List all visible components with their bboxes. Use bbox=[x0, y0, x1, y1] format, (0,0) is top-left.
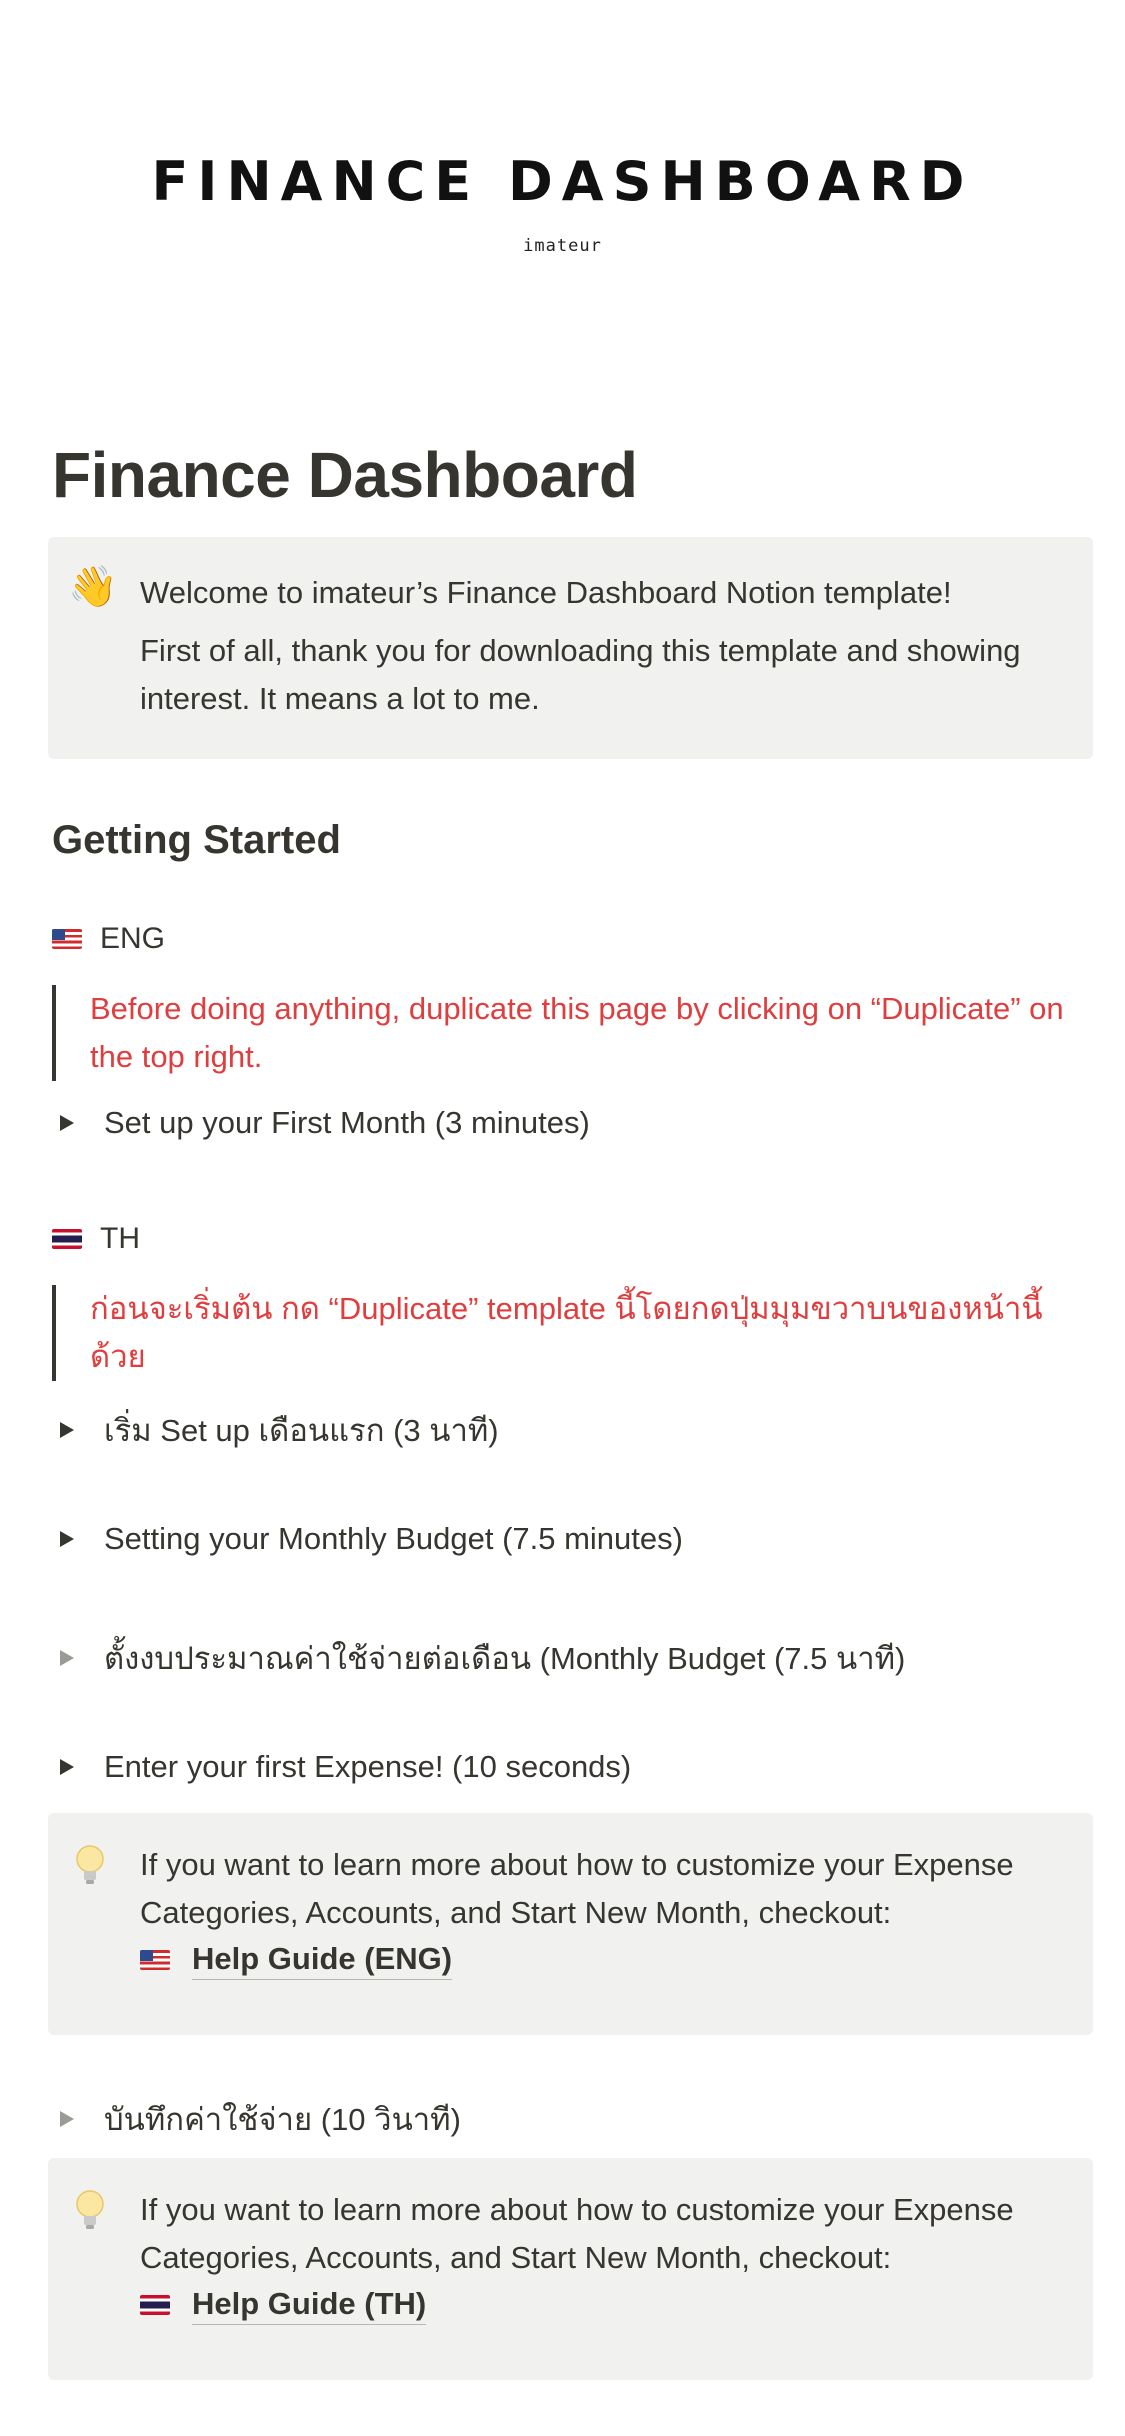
getting-started-heading: Getting Started bbox=[52, 818, 341, 862]
help-text: If you want to learn more about how to customize your Expense Categories, Accounts, and Start New Month, checkout: bbox=[140, 2192, 1014, 2275]
welcome-callout bbox=[48, 537, 1093, 759]
toggle-label[interactable]: บันทึกค่าใช้จ่าย (10 วินาที) bbox=[104, 2102, 461, 2137]
toggle-first-expense-eng[interactable] bbox=[60, 1749, 631, 1785]
toggle-triangle-icon[interactable] bbox=[60, 1531, 74, 1547]
eng-duplicate-warning: Before doing anything, duplicate this page by clicking on “Duplicate” on the top right. bbox=[52, 985, 1072, 1081]
eng-label: ENG bbox=[100, 922, 166, 955]
th-label-row bbox=[52, 1222, 140, 1256]
help-callout-eng bbox=[48, 1813, 1093, 2035]
toggle-label[interactable]: Set up your First Month (3 minutes) bbox=[104, 1105, 590, 1140]
toggle-first-expense-th[interactable] bbox=[60, 2094, 461, 2144]
lightbulb-icon bbox=[70, 2188, 110, 2234]
toggle-first-month-eng[interactable] bbox=[60, 1105, 590, 1141]
lightbulb-icon bbox=[70, 1843, 110, 1889]
toggle-monthly-budget-th[interactable] bbox=[60, 1633, 905, 1683]
toggle-label[interactable]: Setting your Monthly Budget (7.5 minutes) bbox=[104, 1521, 683, 1556]
th-duplicate-warning: ก่อนจะเริ่มต้น กด “Duplicate” template นี้โดยกดปุ่มมุมขวาบนของหน้านี้ด้วย bbox=[52, 1285, 1072, 1381]
toggle-monthly-budget-eng[interactable] bbox=[60, 1521, 683, 1557]
toggle-triangle-icon[interactable] bbox=[60, 1650, 74, 1666]
waving-hand-icon: 👋 bbox=[68, 565, 118, 609]
th-flag-icon bbox=[140, 2295, 170, 2315]
welcome-line-1: Welcome to imateur’s Finance Dashboard Notion template! bbox=[140, 575, 952, 610]
page-title: Finance Dashboard bbox=[52, 439, 638, 511]
th-label: TH bbox=[100, 1222, 140, 1255]
cover-title: FINANCE DASHBOARD bbox=[151, 150, 974, 213]
th-flag-icon bbox=[52, 1229, 82, 1249]
us-flag-icon bbox=[140, 1950, 170, 1970]
help-guide-th-link[interactable]: Help Guide (TH) bbox=[192, 2284, 426, 2325]
us-flag-icon bbox=[52, 929, 82, 949]
toggle-triangle-icon[interactable] bbox=[60, 1115, 74, 1131]
toggle-first-month-th[interactable] bbox=[60, 1405, 499, 1455]
toggle-label[interactable]: Enter your first Expense! (10 seconds) bbox=[104, 1749, 632, 1784]
eng-label-row bbox=[52, 922, 165, 956]
help-text: If you want to learn more about how to customize your Expense Categories, Accounts, and Start New Month, checkout: bbox=[140, 1847, 1014, 1930]
cover-subtitle: imateur bbox=[523, 236, 602, 256]
welcome-line-2: First of all, thank you for downloading this template and showing interest. It means a lot to me. bbox=[140, 633, 1021, 716]
help-callout-th bbox=[48, 2158, 1093, 2380]
toggle-triangle-icon[interactable] bbox=[60, 1422, 74, 1438]
toggle-triangle-icon[interactable] bbox=[60, 1759, 74, 1775]
toggle-triangle-icon[interactable] bbox=[60, 2111, 74, 2127]
toggle-label[interactable]: เริ่ม Set up เดือนแรก (3 นาที) bbox=[104, 1413, 499, 1448]
help-guide-eng-link[interactable]: Help Guide (ENG) bbox=[192, 1939, 452, 1980]
toggle-label[interactable]: ตั้งงบประมาณค่าใช้จ่ายต่อเดือน (Monthly Budget (7.5 นาที) bbox=[104, 1641, 906, 1676]
cover-banner bbox=[0, 0, 1125, 400]
